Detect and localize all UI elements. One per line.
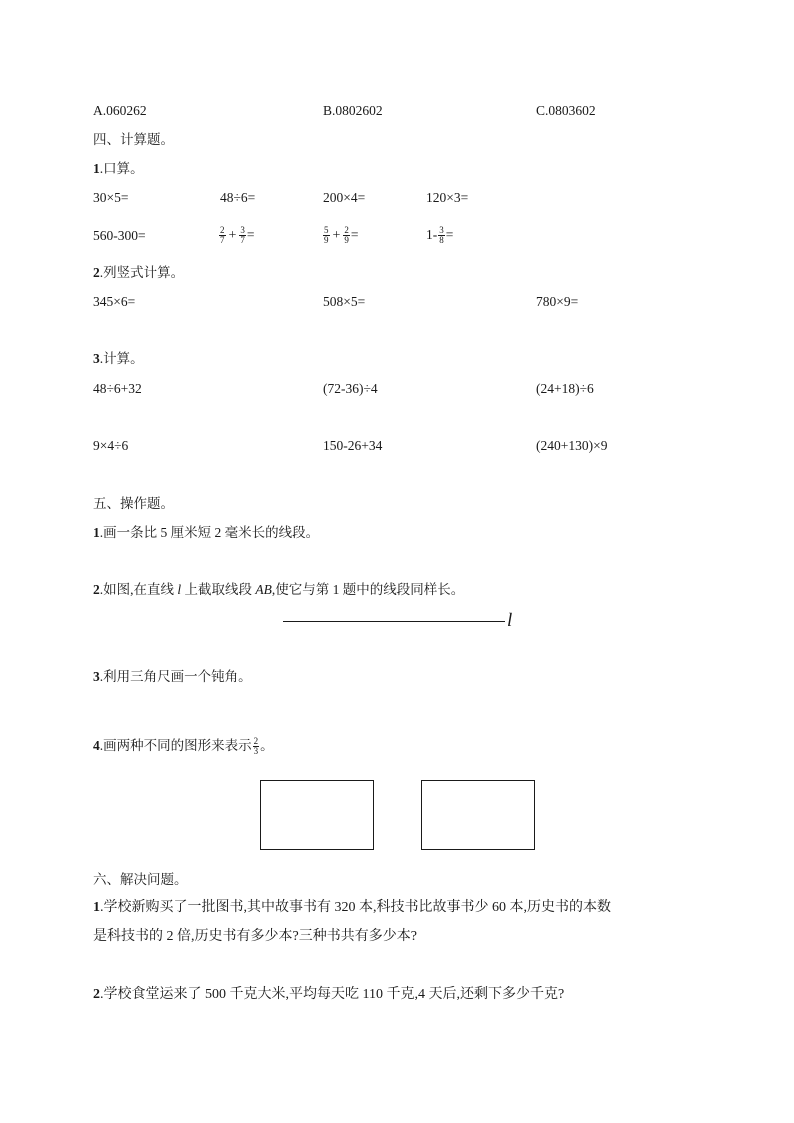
q5-4-number: 4 [93, 738, 100, 753]
q6-2: 2.学校食堂运来了 500 千克大米,平均每天吃 110 千克,4 天后,还剩下多少千克? [93, 987, 565, 1002]
fraction: $\frac{2}{9}$ [344, 225, 349, 246]
q5-3-number: 3 [93, 669, 100, 684]
q4-1-number: 1 [93, 161, 100, 176]
q4-2-number: 2 [93, 265, 100, 280]
calc-1: 48÷6+32 [93, 381, 142, 396]
calc-6: (240+130)×9 [536, 438, 608, 453]
q5-1-text: .画一条比 5 厘米短 2 毫米长的线段。 [99, 525, 320, 540]
oral-calc-1: 30×5= [93, 190, 129, 205]
section-4-title: 四、计算题。 [93, 132, 174, 147]
oral-calc-6: $\frac{2}{7}$ + $\frac{3}{7}$ = [220, 225, 255, 246]
q6-1-number: 1 [93, 900, 100, 915]
drawing-box-1 [260, 780, 374, 850]
q4-3-number: 3 [93, 351, 100, 366]
calc-3: (24+18)÷6 [536, 381, 594, 396]
section-5-title: 五、操作题。 [93, 496, 174, 511]
line-l-label: l [507, 610, 513, 631]
section-6-title: 六、解决问题。 [93, 872, 188, 887]
q5-2: 2.如图,在直线 l 上截取线段 AB,使它与第 1 题中的线段同样长。 [93, 582, 465, 597]
fraction: $\frac{2}{3}$ [253, 736, 259, 757]
q5-1 [93, 524, 319, 542]
choice-a: A.060262 [93, 103, 147, 118]
fraction: $\frac{5}{9}$ [324, 225, 329, 246]
oral-calc-4: 120×3= [426, 190, 469, 205]
q5-3-text: .利用三角尺画一个钝角。 [99, 669, 252, 684]
q4-1-heading [93, 160, 144, 178]
choice-c: C.0803602 [536, 103, 596, 118]
q4-3-text: .计算。 [99, 351, 144, 366]
calc-5: 150-26+34 [323, 438, 383, 453]
q5-2-number: 2 [93, 582, 100, 597]
calc-2: (72-36)÷4 [323, 381, 378, 396]
vertical-calc-2: 508×5= [323, 294, 366, 309]
q6-2-number: 2 [93, 987, 100, 1002]
q6-1-line1: 1.学校新购买了一批图书,其中故事书有 320 本,科技书比故事书少 60 本,历史书的本数 [93, 900, 611, 915]
q4-2-text: .列竖式计算。 [99, 265, 185, 280]
q4-1-text: .口算。 [99, 161, 144, 176]
q5-3 [93, 668, 252, 686]
variable-ab: AB [255, 582, 272, 597]
choice-b: B.0802602 [323, 103, 383, 118]
oral-calc-3: 200×4= [323, 190, 366, 205]
fraction: $\frac{3}{7}$ [240, 225, 245, 246]
oral-calc-7: $\frac{5}{9}$ + $\frac{2}{9}$ = [324, 225, 359, 246]
variable-l: l [177, 582, 182, 597]
q6-1-line2: 是科技书的 2 倍,历史书有多少本?三种书共有多少本? [93, 929, 417, 944]
q5-4: 4.画两种不同的图形来表示 $\frac{2}{3}$ 。 [93, 736, 274, 757]
vertical-calc-1: 345×6= [93, 294, 136, 309]
calc-4: 9×4÷6 [93, 438, 129, 453]
vertical-calc-3: 780×9= [536, 294, 579, 309]
fraction: $\frac{3}{8}$ [439, 225, 444, 246]
oral-calc-8: 1- $\frac{3}{8}$ = [426, 225, 454, 246]
q4-2-heading [93, 264, 184, 282]
oral-calc-5: 560-300= [93, 228, 146, 243]
drawing-box-2 [421, 780, 535, 850]
q4-3-heading [93, 350, 144, 368]
oral-calc-2: 48÷6= [220, 190, 256, 205]
q5-1-number: 1 [93, 525, 100, 540]
fraction: $\frac{2}{7}$ [220, 225, 225, 246]
line-l [283, 621, 505, 622]
